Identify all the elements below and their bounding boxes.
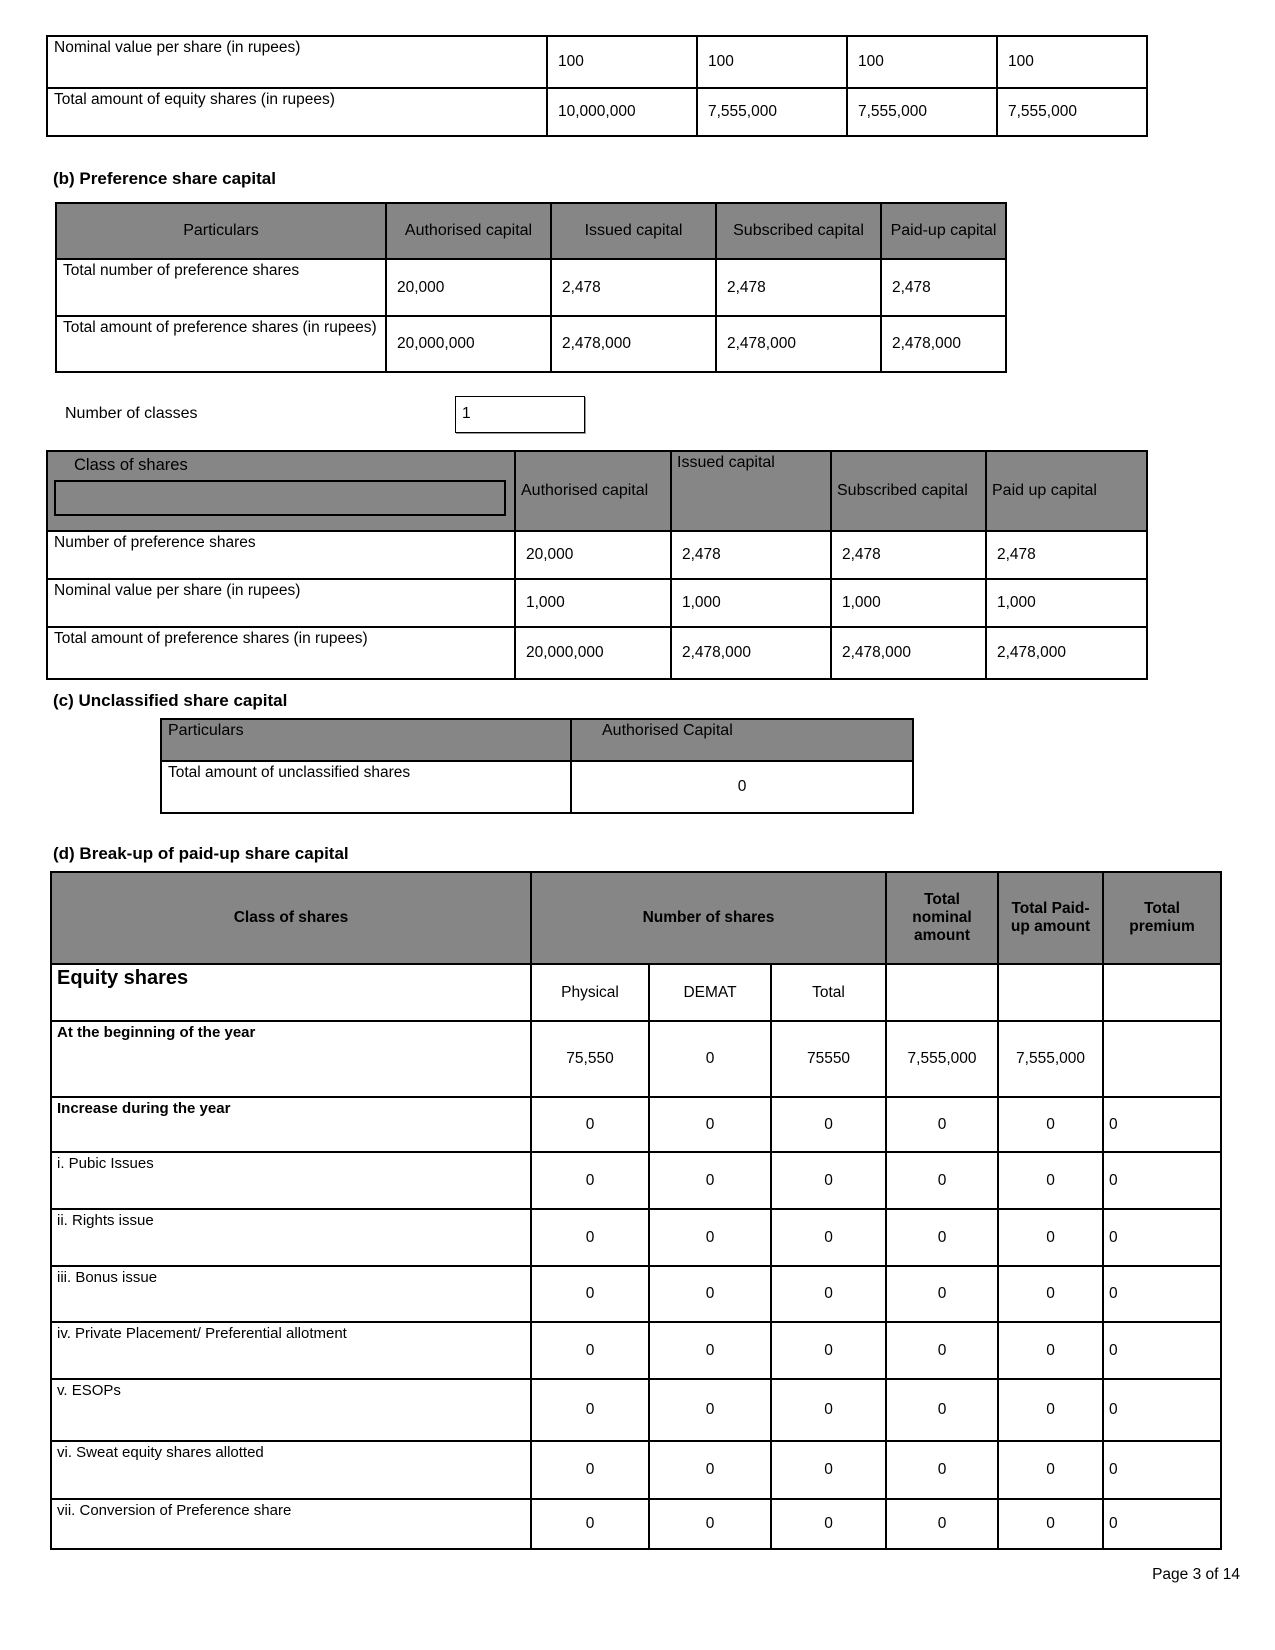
subheader-cell: Physical	[531, 964, 649, 1021]
value-cell: 0	[771, 1209, 886, 1266]
header-cell: Paid-up capital	[881, 203, 1006, 259]
value-cell: 0	[571, 761, 913, 813]
header-cell: Authorised capital	[386, 203, 551, 259]
value-cell: 1,000	[671, 579, 831, 627]
number-of-classes-input[interactable]: 1	[455, 396, 585, 433]
value-cell: 75,550	[531, 1021, 649, 1097]
value-cell: 0	[998, 1379, 1103, 1441]
table-row	[51, 1499, 1221, 1549]
preference-share-capital-table	[55, 202, 1007, 373]
value-cell: 0	[1103, 1441, 1221, 1499]
value-cell: 0	[531, 1322, 649, 1379]
table-row	[51, 1379, 1221, 1441]
table-row	[47, 88, 1147, 136]
subheader-cell: Total	[771, 964, 886, 1021]
value-cell: 0	[649, 1322, 771, 1379]
header-cell: Subscribed capital	[716, 203, 881, 259]
value-cell: 2,478,000	[881, 316, 1006, 372]
header-cell: Total premium	[1103, 872, 1221, 964]
table-row	[51, 1209, 1221, 1266]
value-cell: 0	[886, 1152, 998, 1209]
value-cell: 2,478	[716, 259, 881, 316]
value-cell: 0	[1103, 1379, 1221, 1441]
value-cell: 0	[649, 1209, 771, 1266]
value-cell: 2,478,000	[551, 316, 716, 372]
class-of-shares-input[interactable]	[54, 480, 506, 516]
value-cell: 0	[771, 1152, 886, 1209]
table-header-row	[56, 203, 1006, 259]
value-cell: 1,000	[831, 579, 986, 627]
table-row	[56, 316, 1006, 372]
subheader-cell: DEMAT	[649, 964, 771, 1021]
value-cell: 2,478,000	[716, 316, 881, 372]
value-cell: 0	[531, 1097, 649, 1152]
table-subheader-row	[51, 964, 1221, 1021]
table-row	[51, 1152, 1221, 1209]
value-cell: 0	[1103, 1499, 1221, 1549]
header-cell: Particulars	[56, 203, 386, 259]
row-label-cell: Nominal value per share (in rupees)	[47, 579, 515, 627]
value-cell: 2,478,000	[986, 627, 1147, 679]
value-cell: 0	[1103, 1266, 1221, 1322]
header-cell: Particulars	[161, 719, 571, 761]
value-cell: 7,555,000	[997, 88, 1147, 136]
table-row	[51, 1322, 1221, 1379]
value-cell: 0	[886, 1499, 998, 1549]
value-cell: 0	[649, 1499, 771, 1549]
value-cell: 0	[649, 1441, 771, 1499]
table-row	[56, 259, 1006, 316]
value-cell: 0	[886, 1379, 998, 1441]
value-cell: 7,555,000	[697, 88, 847, 136]
empty-cell	[886, 964, 998, 1021]
value-cell	[1103, 1021, 1221, 1097]
empty-cell	[1103, 964, 1221, 1021]
header-cell: Number of shares	[531, 872, 886, 964]
header-cell: Subscribed capital	[831, 451, 986, 531]
value-cell: 0	[531, 1379, 649, 1441]
class-of-shares-table	[46, 450, 1148, 680]
value-cell: 100	[997, 36, 1147, 88]
row-label-cell: Number of preference shares	[47, 531, 515, 579]
value-cell: 2,478	[551, 259, 716, 316]
value-cell: 0	[1103, 1152, 1221, 1209]
value-cell: 0	[531, 1499, 649, 1549]
row-label-cell: iii. Bonus issue	[51, 1266, 531, 1322]
equity-shares-group-label: Equity shares	[51, 964, 531, 1021]
row-label-cell: Nominal value per share (in rupees)	[47, 36, 547, 88]
header-cell: Authorised capital	[515, 451, 671, 531]
unclassified-share-capital-table	[160, 718, 914, 814]
value-cell: 0	[1103, 1097, 1221, 1152]
row-label-cell: Total number of preference shares	[56, 259, 386, 316]
header-cell: Total nominal amount	[886, 872, 998, 964]
value-cell: 2,478,000	[671, 627, 831, 679]
value-cell: 0	[771, 1379, 886, 1441]
value-cell: 0	[998, 1209, 1103, 1266]
value-cell: 1,000	[986, 579, 1147, 627]
section-heading-preference: (b) Preference share capital	[53, 169, 276, 188]
value-cell: 100	[697, 36, 847, 88]
table-header-row	[161, 719, 913, 761]
value-cell: 2,478	[986, 531, 1147, 579]
table-row	[51, 1441, 1221, 1499]
value-cell: 0	[649, 1379, 771, 1441]
section-heading-unclassified: (c) Unclassified share capital	[53, 691, 288, 710]
value-cell: 0	[886, 1097, 998, 1152]
value-cell: 2,478	[671, 531, 831, 579]
paid-up-capital-breakup-table	[50, 871, 1222, 1550]
page-number: Page 3 of 14	[1152, 1566, 1240, 1583]
value-cell: 0	[998, 1499, 1103, 1549]
value-cell: 0	[886, 1266, 998, 1322]
value-cell: 20,000	[386, 259, 551, 316]
value-cell: 20,000,000	[386, 316, 551, 372]
header-cell: Issued capital	[671, 451, 831, 531]
value-cell: 0	[886, 1441, 998, 1499]
row-label-cell: vi. Sweat equity shares allotted	[51, 1441, 531, 1499]
header-cell: Total Paid-up amount	[998, 872, 1103, 964]
table-row	[51, 1266, 1221, 1322]
value-cell: 0	[998, 1441, 1103, 1499]
table-header-row	[51, 872, 1221, 964]
table-row	[161, 761, 913, 813]
empty-cell	[998, 964, 1103, 1021]
value-cell: 0	[886, 1209, 998, 1266]
value-cell: 0	[649, 1021, 771, 1097]
value-cell: 0	[649, 1097, 771, 1152]
value-cell: 0	[649, 1266, 771, 1322]
row-label-cell: Increase during the year	[51, 1097, 531, 1152]
row-label-cell: Total amount of preference shares (in rupees)	[47, 627, 515, 679]
value-cell: 100	[847, 36, 997, 88]
header-cell	[47, 451, 515, 531]
value-cell: 0	[531, 1209, 649, 1266]
table-row	[47, 531, 1147, 579]
row-label-cell: ii. Rights issue	[51, 1209, 531, 1266]
value-cell: 7,555,000	[886, 1021, 998, 1097]
value-cell: 0	[771, 1441, 886, 1499]
value-cell: 7,555,000	[998, 1021, 1103, 1097]
value-cell: 0	[531, 1266, 649, 1322]
class-of-shares-header-label: Class of shares	[74, 456, 188, 474]
table-row	[47, 579, 1147, 627]
table-row	[51, 1097, 1221, 1152]
section-heading-breakup: (d) Break-up of paid-up share capital	[53, 844, 349, 863]
value-cell: 0	[998, 1097, 1103, 1152]
value-cell: 0	[771, 1097, 886, 1152]
value-cell: 0	[998, 1322, 1103, 1379]
header-cell: Class of shares	[51, 872, 531, 964]
row-label-cell: At the beginning of the year	[51, 1021, 531, 1097]
row-label-cell: Total amount of equity shares (in rupees)	[47, 88, 547, 136]
row-label-cell: Total amount of unclassified shares	[161, 761, 571, 813]
value-cell: 0	[771, 1499, 886, 1549]
value-cell: 7,555,000	[847, 88, 997, 136]
value-cell: 2,478	[881, 259, 1006, 316]
row-label-cell: i. Pubic Issues	[51, 1152, 531, 1209]
value-cell: 75550	[771, 1021, 886, 1097]
table-row	[47, 36, 1147, 88]
row-label-cell: Total amount of preference shares (in rupees)	[56, 316, 386, 372]
value-cell: 0	[1103, 1209, 1221, 1266]
value-cell: 20,000	[515, 531, 671, 579]
number-of-classes-label: Number of classes	[65, 405, 198, 422]
value-cell: 0	[886, 1322, 998, 1379]
value-cell: 2,478,000	[831, 627, 986, 679]
value-cell: 1,000	[515, 579, 671, 627]
value-cell: 0	[771, 1266, 886, 1322]
value-cell: 0	[998, 1266, 1103, 1322]
equity-share-capital-table	[46, 35, 1148, 137]
row-label-cell: v. ESOPs	[51, 1379, 531, 1441]
value-cell: 100	[547, 36, 697, 88]
value-cell: 20,000,000	[515, 627, 671, 679]
value-cell: 10,000,000	[547, 88, 697, 136]
number-of-classes-row	[65, 395, 1275, 433]
table-row	[47, 627, 1147, 679]
table-header-row	[47, 451, 1147, 531]
value-cell: 0	[998, 1152, 1103, 1209]
header-cell: Issued capital	[551, 203, 716, 259]
table-row	[51, 1021, 1221, 1097]
value-cell: 2,478	[831, 531, 986, 579]
value-cell: 0	[649, 1152, 771, 1209]
row-label-cell: vii. Conversion of Preference share	[51, 1499, 531, 1549]
value-cell: 0	[531, 1441, 649, 1499]
header-cell: Paid up capital	[986, 451, 1147, 531]
header-cell: Authorised Capital	[571, 719, 913, 761]
value-cell: 0	[531, 1152, 649, 1209]
value-cell: 0	[1103, 1322, 1221, 1379]
row-label-cell: iv. Private Placement/ Preferential allotment	[51, 1322, 531, 1379]
value-cell: 0	[771, 1322, 886, 1379]
